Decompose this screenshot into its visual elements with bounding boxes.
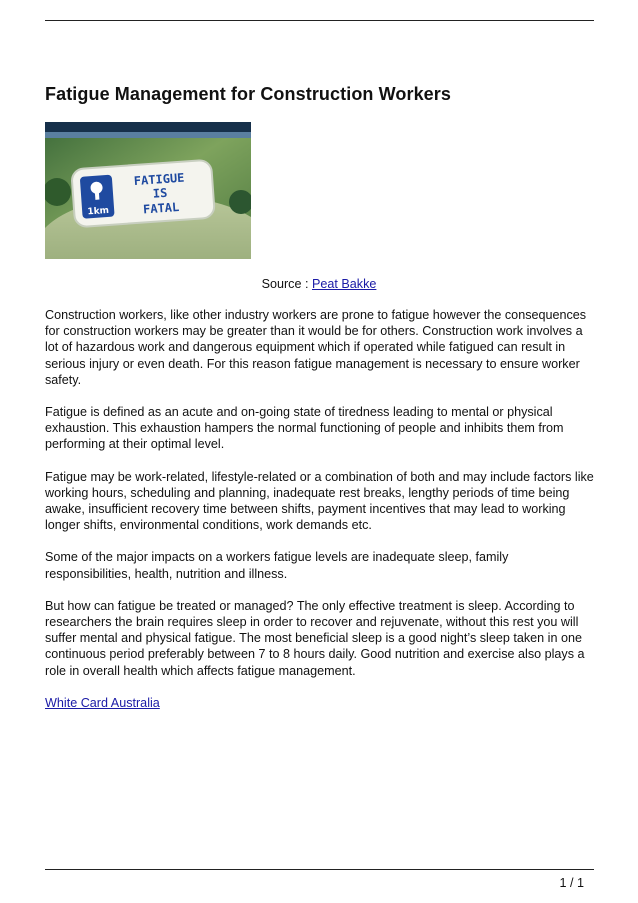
footer-rule	[45, 869, 594, 870]
sign-line1-text: FATIGUE	[133, 170, 185, 189]
caption-prefix: Source :	[261, 277, 312, 291]
sign-line2-text: IS	[152, 185, 168, 201]
page-number: 1 / 1	[559, 876, 584, 890]
fatigue-sign-photo	[45, 122, 251, 259]
paragraph-4: Some of the major impacts on a workers fatigue levels are inadequate sleep, family responsibilities, health, nutrition and illness.	[45, 550, 509, 581]
source-link[interactable]: Peat Bakke	[311, 277, 377, 291]
sign-distance-text: 1km	[87, 205, 110, 218]
image-caption	[0, 277, 638, 291]
paragraph-1: Construction workers, like other industry workers are prone to fatigue however the consequences for construction workers may be greater than it would be for others. Construction work involves a lot of hazardous work and dangerous equipment which if operated while fatigued can result in serious injury or even death. For this reason fatigue management is necessary to ensure worker safety.	[45, 308, 587, 387]
footer-link-paragraph	[45, 695, 597, 711]
page-title: Fatigue Management for Construction Workers	[45, 84, 452, 104]
article-body	[45, 307, 597, 727]
paragraph-2: Fatigue is defined as an acute and on-going state of tiredness leading to mental or physical exhaustion. This exhaustion hampers the normal functioning of people and inhibits them from performing at their optimal level.	[45, 405, 564, 452]
header-rule	[45, 20, 594, 21]
white-card-link[interactable]: White Card Australia	[45, 695, 160, 710]
sign-line3-text: FATAL	[142, 200, 180, 217]
paragraph-5: But how can fatigue be treated or managed? The only effective treatment is sleep. According to researchers the brain requires sleep in order to recover and rejuvenate, without this rest you will suffer mental and physical fatigue. The most beneficial sleep is a good night’s sleep taken in one continuous period preferably between 7 to 8 hours daily. Good nutrition and exercise also plays a role in overall health which affects fatigue management.	[45, 598, 585, 678]
paragraph-3: Fatigue may be work-related, lifestyle-related or a combination of both and may include factors like working hours, scheduling and planning, inadequate rest breaks, lengthy periods of time being awake, insufficient recovery time between shifts, payment incentives that may lead to working longer shifts, environmental conditions, work demands etc.	[45, 469, 594, 533]
